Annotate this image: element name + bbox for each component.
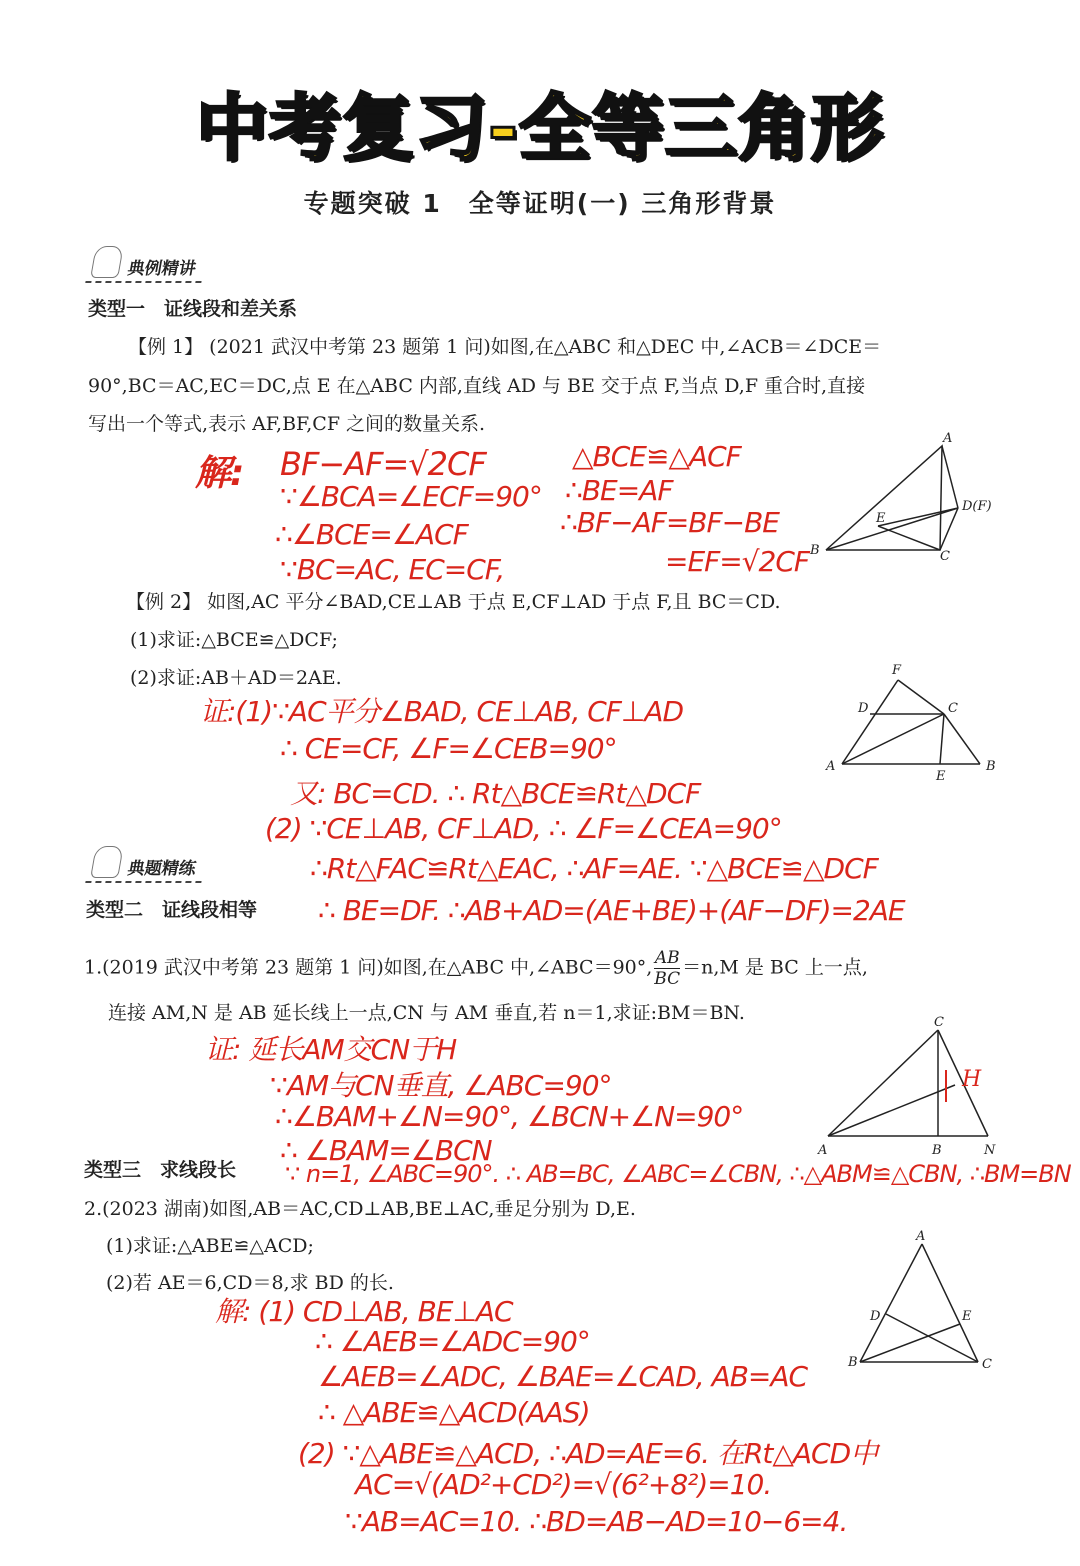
type-three-heading: 类型三 求线段长 [84, 1159, 237, 1181]
figure-label: C [940, 549, 950, 564]
figure-example1 [800, 428, 1010, 568]
handwritten-note: BF−AF=√2CF [280, 445, 486, 483]
fraction-numerator: AB [654, 948, 680, 968]
figure-label: H [962, 1067, 982, 1092]
handwritten-note: ∴∠BCE=∠ACF [275, 518, 468, 551]
handwritten-note: ∴ ∠AEB=∠ADC=90° [315, 1325, 590, 1358]
handwritten-note: AC=√(AD²+CD²)=√(6²+8²)=10. [355, 1468, 772, 1501]
type-one-heading: 类型一 证线段和差关系 [88, 298, 298, 320]
handwritten-note: ∴Rt△FAC≌Rt△EAC, ∴AF=AE. ∵△BCE≌△DCF [310, 852, 878, 885]
figure-label: E [962, 1309, 972, 1324]
handwritten-note: =EF=√2CF [665, 545, 810, 578]
figure-label: B [986, 759, 996, 774]
handwritten-note: △BCE≌△ACF [572, 440, 741, 473]
figure-label: E [876, 511, 886, 526]
example1-line: 90°,BC＝AC,EC＝DC,点 E 在△ABC 内部,直线 AD 与 BE 交于点 F,当点 D,F 重合时,直接 [88, 375, 866, 397]
handwritten-note: (2) ∵△ABE≌△ACD, ∴AD=AE=6. 在Rt△ACD中 [298, 1437, 878, 1470]
handwritten-note: ∵AM与CN垂直, ∠ABC=90° [270, 1069, 612, 1102]
example1-line: 【例 1】 (2021 武汉中考第 23 题第 1 问)如图,在△ABC 和△DEC 中,∠ACB＝∠DCE＝ [128, 336, 882, 358]
figure-example2 [820, 660, 1010, 790]
handwritten-note: ∴ CE=CF, ∠F=∠CEB=90° [280, 732, 617, 765]
handwritten-note: ∵ n=1, ∠ABC=90°. ∴ AB=BC, ∠ABC=∠CBN, ∴△ABM≌△CBN, ∴BM=BN [285, 1160, 1071, 1188]
handwritten-note: (2) ∵CE⊥AB, CF⊥AD, ∴ ∠F=∠CEA=90° [265, 812, 782, 845]
figure-label: B [932, 1143, 942, 1157]
problem2-line: (1)求证:△ABE≌△ACD; [106, 1235, 314, 1257]
figure-label: N [984, 1143, 996, 1157]
handwritten-note: ∴ BE=DF. ∴AB+AD=(AE+BE)+(AF−DF)=2AE [318, 894, 905, 927]
problem1-text: ＝n,M 是 BC 上一点, [682, 956, 868, 979]
handwritten-note: 解: [195, 453, 244, 494]
problem2-line: 2.(2023 湖南)如图,AB＝AC,CD⊥AB,BE⊥AC,垂足分别为 D,E. [84, 1198, 636, 1220]
problem1-line1 [84, 948, 868, 989]
figure-label: D [870, 1309, 881, 1324]
figure-label: A [916, 1229, 926, 1244]
page-subtitle: 专题突破 1 全等证明(一) 三角形背景 [303, 189, 777, 218]
problem1-line2: 连接 AM,N 是 AB 延长线上一点,CN 与 AM 垂直,若 n＝1,求证:BM＝BN. [108, 1002, 745, 1024]
handwritten-note: ∴BE=AF [565, 474, 673, 507]
handwritten-note: 证:(1)∵AC平分∠BAD, CE⊥AB, CF⊥AD [200, 695, 684, 728]
handwritten-note: 解: (1) CD⊥AB, BE⊥AC [215, 1295, 513, 1328]
figure-label: B [810, 543, 820, 558]
figure-label: A [826, 759, 836, 774]
figure-label: D(F) [962, 499, 992, 514]
page-title: 中考复习-全等三角形 [196, 86, 884, 170]
figure-label: A [943, 431, 953, 446]
fraction-denominator: BC [654, 969, 681, 989]
handwritten-note: ∴BF−AF=BF−BE [560, 506, 779, 539]
handwritten-note: ∠AEB=∠ADC, ∠BAE=∠CAD, AB=AC [318, 1360, 808, 1393]
figure-label: C [934, 1015, 944, 1030]
handwritten-note: ∵∠BCA=∠ECF=90° [280, 480, 542, 513]
figure-label: C [982, 1357, 992, 1372]
section-badge-practice: 典题精练 [85, 852, 206, 883]
figure-label: E [936, 769, 946, 784]
example2-line: (1)求证:△BCE≌△DCF; [130, 629, 338, 651]
figure-label: A [818, 1143, 828, 1157]
example2-line: 【例 2】 如图,AC 平分∠BAD,CE⊥AB 于点 E,CF⊥AD 于点 F,且 BC＝CD. [126, 591, 781, 613]
section-badge-examples: 典例精讲 [85, 252, 206, 283]
figure-label: F [892, 663, 902, 678]
handwritten-note: ∴ ∠BAM=∠BCN [280, 1134, 492, 1167]
type-two-heading: 类型二 证线段相等 [86, 899, 258, 921]
figure-label: C [948, 701, 958, 716]
handwritten-note: ∴ △ABE≌△ACD(AAS) [318, 1396, 590, 1429]
handwritten-note: ∴∠BAM+∠N=90°, ∠BCN+∠N=90° [275, 1100, 744, 1133]
figure-problem1 [810, 1012, 1010, 1157]
example2-line: (2)求证:AB＋AD＝2AE. [130, 667, 342, 689]
handwritten-note: 证: 延长AM交CN于H [205, 1033, 457, 1066]
figure-label: D [858, 701, 869, 716]
problem1-text: 1.(2019 武汉中考第 23 题第 1 问)如图,在△ABC 中,∠ABC＝90°, [84, 956, 653, 979]
figure-problem2 [840, 1228, 1010, 1378]
handwritten-note: 又: BC=CD. ∴ Rt△BCE≌Rt△DCF [290, 777, 701, 810]
problem2-line: (2)若 AE＝6,CD＝8,求 BD 的长. [106, 1272, 394, 1294]
example1-line: 写出一个等式,表示 AF,BF,CF 之间的数量关系. [88, 413, 486, 435]
fraction [654, 948, 680, 989]
handwritten-note: ∵BC=AC, EC=CF, [280, 553, 505, 586]
figure-label: B [848, 1355, 858, 1370]
handwritten-note: ∵AB=AC=10. ∴BD=AB−AD=10−6=4. [345, 1505, 848, 1538]
